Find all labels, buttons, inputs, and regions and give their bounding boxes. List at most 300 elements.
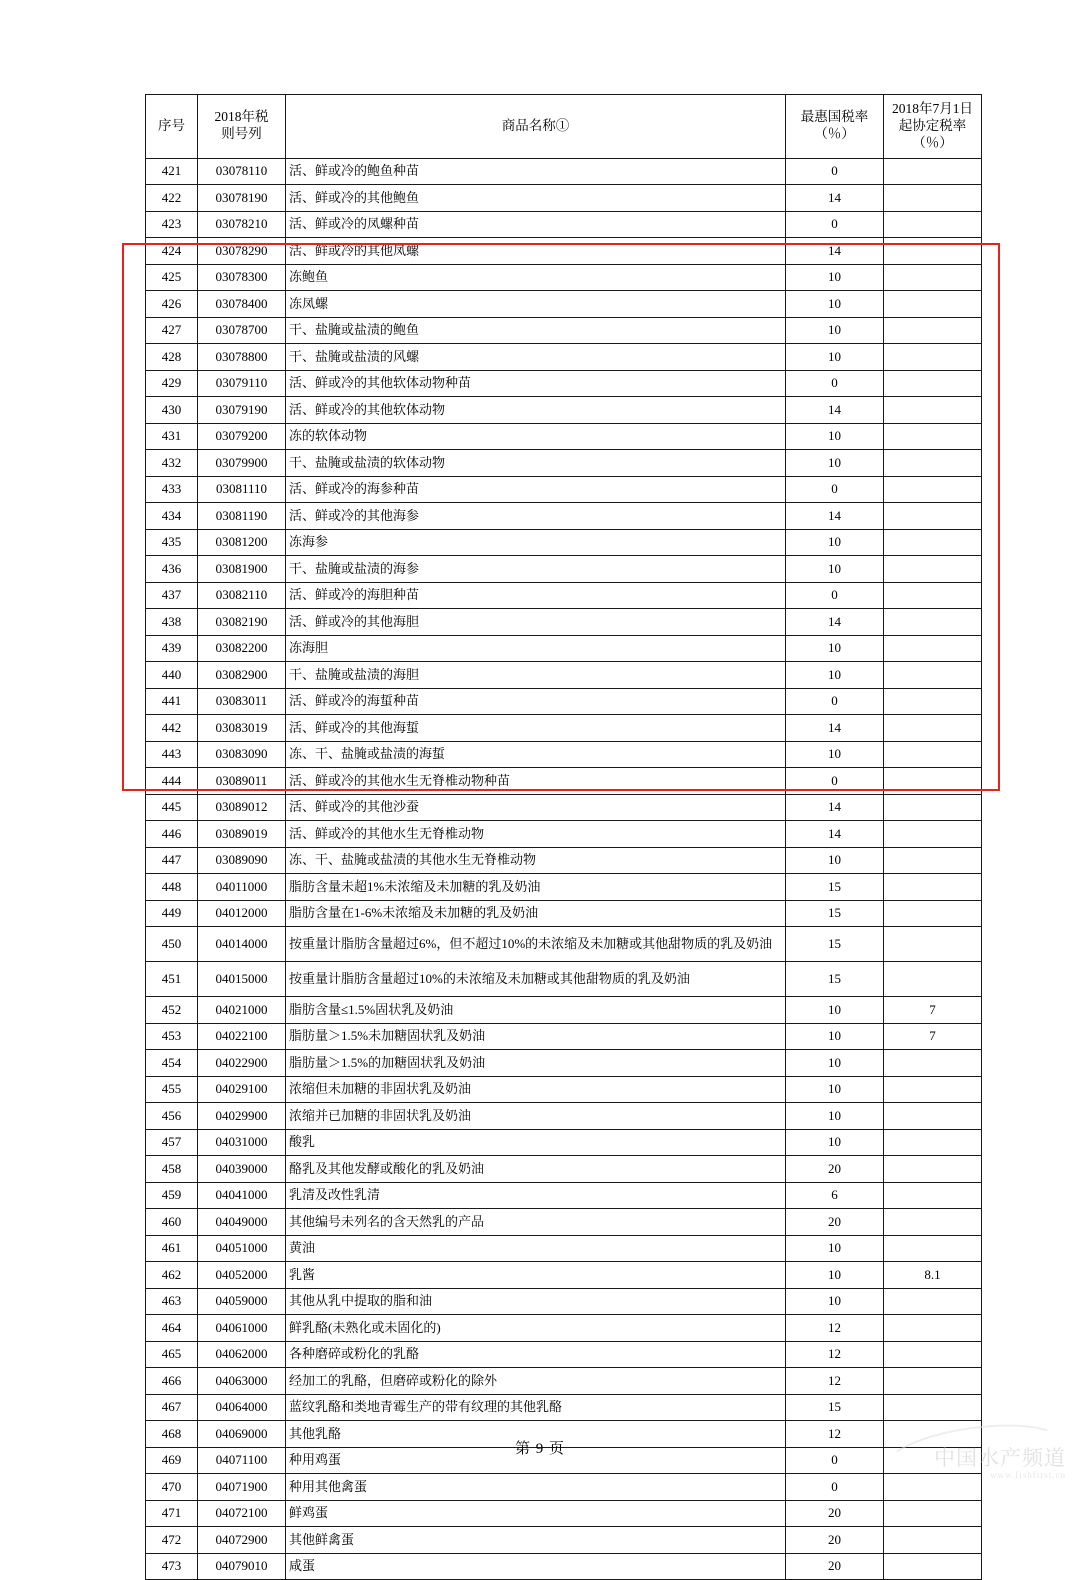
cell-product-name: 活、鲜或冷的其他凤螺	[286, 238, 786, 265]
cell-seq: 444	[146, 768, 198, 795]
cell-tariff-code: 03089090	[198, 847, 286, 874]
cell-product-name: 活、鲜或冷的鲍鱼种苗	[286, 158, 786, 185]
table-row	[146, 503, 982, 530]
cell-seq: 452	[146, 997, 198, 1024]
table-row	[146, 264, 982, 291]
cell-agreement-rate	[884, 1368, 982, 1395]
cell-mfn-rate: 0	[786, 582, 884, 609]
table-row	[146, 1394, 982, 1421]
cell-mfn-rate: 10	[786, 1023, 884, 1050]
cell-tariff-code: 04014000	[198, 927, 286, 962]
cell-seq: 437	[146, 582, 198, 609]
table-row	[146, 874, 982, 901]
watermark	[876, 1447, 1066, 1517]
cell-agreement-rate	[884, 529, 982, 556]
cell-mfn-rate: 10	[786, 662, 884, 689]
cell-tariff-code: 04072100	[198, 1500, 286, 1527]
column-header-code-line1: 2018年税	[214, 109, 269, 125]
cell-agreement-rate	[884, 927, 982, 962]
cell-seq: 473	[146, 1553, 198, 1580]
cell-seq: 461	[146, 1235, 198, 1262]
cell-seq: 422	[146, 185, 198, 212]
cell-tariff-code: 04059000	[198, 1288, 286, 1315]
cell-tariff-code: 04049000	[198, 1209, 286, 1236]
cell-product-name: 鲜乳酪(未熟化或未固化的)	[286, 1315, 786, 1342]
table-row	[146, 715, 982, 742]
cell-product-name: 冻、干、盐腌或盐渍的其他水生无脊椎动物	[286, 847, 786, 874]
cell-mfn-rate: 15	[786, 1394, 884, 1421]
cell-agreement-rate	[884, 1182, 982, 1209]
table-row	[146, 238, 982, 265]
cell-tariff-code: 04015000	[198, 962, 286, 997]
table-row	[146, 635, 982, 662]
cell-agreement-rate	[884, 1156, 982, 1183]
cell-seq: 451	[146, 962, 198, 997]
table-row	[146, 962, 982, 997]
cell-agreement-rate	[884, 370, 982, 397]
cell-agreement-rate	[884, 1394, 982, 1421]
table-row	[146, 821, 982, 848]
cell-seq: 450	[146, 927, 198, 962]
column-header-seq	[146, 95, 198, 159]
cell-mfn-rate: 20	[786, 1500, 884, 1527]
cell-seq: 421	[146, 158, 198, 185]
watermark-main-text: 中国水产频道	[934, 1446, 1066, 1470]
cell-agreement-rate	[884, 874, 982, 901]
table-row	[146, 997, 982, 1024]
cell-mfn-rate: 10	[786, 344, 884, 371]
table-body	[146, 158, 982, 1580]
tariff-table	[145, 94, 982, 1580]
cell-tariff-code: 03082900	[198, 662, 286, 689]
cell-agreement-rate: 7	[884, 1023, 982, 1050]
cell-product-name: 其他编号未列名的含天然乳的产品	[286, 1209, 786, 1236]
cell-tariff-code: 03089011	[198, 768, 286, 795]
column-header-agreement-line3: （％）	[912, 134, 953, 150]
cell-agreement-rate	[884, 741, 982, 768]
cell-tariff-code: 03078290	[198, 238, 286, 265]
cell-seq: 459	[146, 1182, 198, 1209]
cell-tariff-code: 03081110	[198, 476, 286, 503]
cell-agreement-rate	[884, 556, 982, 583]
cell-mfn-rate: 10	[786, 423, 884, 450]
cell-seq: 457	[146, 1129, 198, 1156]
cell-product-name: 活、鲜或冷的其他水生无脊椎动物种苗	[286, 768, 786, 795]
table-row	[146, 1553, 982, 1580]
cell-seq: 464	[146, 1315, 198, 1342]
cell-product-name: 活、鲜或冷的海胆种苗	[286, 582, 786, 609]
cell-product-name: 活、鲜或冷的其他水生无脊椎动物	[286, 821, 786, 848]
table-row	[146, 423, 982, 450]
cell-seq: 454	[146, 1050, 198, 1077]
cell-product-name: 活、鲜或冷的其他海参	[286, 503, 786, 530]
column-header-code	[198, 95, 286, 159]
cell-product-name: 脂肪量＞1.5%的加糖固状乳及奶油	[286, 1050, 786, 1077]
table-row	[146, 1103, 982, 1130]
cell-agreement-rate	[884, 1103, 982, 1130]
cell-agreement-rate	[884, 1341, 982, 1368]
cell-tariff-code: 04029100	[198, 1076, 286, 1103]
cell-product-name: 干、盐腌或盐渍的海胆	[286, 662, 786, 689]
cell-tariff-code: 04012000	[198, 900, 286, 927]
cell-mfn-rate: 0	[786, 1474, 884, 1501]
cell-product-name: 咸蛋	[286, 1553, 786, 1580]
cell-product-name: 活、鲜或冷的凤螺种苗	[286, 211, 786, 238]
cell-tariff-code: 03078110	[198, 158, 286, 185]
cell-mfn-rate: 10	[786, 529, 884, 556]
table-row	[146, 1235, 982, 1262]
cell-product-name: 脂肪含量≤1.5%固状乳及奶油	[286, 997, 786, 1024]
table-row	[146, 768, 982, 795]
table-row	[146, 1315, 982, 1342]
cell-agreement-rate	[884, 397, 982, 424]
cell-seq: 435	[146, 529, 198, 556]
cell-mfn-rate: 15	[786, 900, 884, 927]
cell-tariff-code: 04072900	[198, 1527, 286, 1554]
cell-agreement-rate	[884, 635, 982, 662]
cell-tariff-code: 03082200	[198, 635, 286, 662]
cell-seq: 429	[146, 370, 198, 397]
cell-tariff-code: 03083019	[198, 715, 286, 742]
cell-mfn-rate: 10	[786, 1288, 884, 1315]
cell-product-name: 浓缩但未加糖的非固状乳及奶油	[286, 1076, 786, 1103]
cell-mfn-rate: 10	[786, 556, 884, 583]
cell-seq: 443	[146, 741, 198, 768]
cell-product-name: 冻、干、盐腌或盐渍的海蜇	[286, 741, 786, 768]
cell-mfn-rate: 12	[786, 1368, 884, 1395]
cell-mfn-rate: 6	[786, 1182, 884, 1209]
cell-product-name: 鲜鸡蛋	[286, 1500, 786, 1527]
column-header-agreement-line2: 起协定税率	[898, 117, 967, 133]
cell-product-name: 酸乳	[286, 1129, 786, 1156]
column-header-name	[286, 95, 786, 159]
table-row	[146, 1341, 982, 1368]
cell-agreement-rate	[884, 962, 982, 997]
cell-seq: 447	[146, 847, 198, 874]
cell-mfn-rate: 14	[786, 397, 884, 424]
cell-seq: 439	[146, 635, 198, 662]
cell-seq: 438	[146, 609, 198, 636]
cell-tariff-code: 03082190	[198, 609, 286, 636]
cell-mfn-rate: 15	[786, 962, 884, 997]
cell-seq: 460	[146, 1209, 198, 1236]
cell-product-name: 活、鲜或冷的海参种苗	[286, 476, 786, 503]
cell-tariff-code: 03078400	[198, 291, 286, 318]
cell-product-name: 干、盐腌或盐渍的风螺	[286, 344, 786, 371]
cell-mfn-rate: 20	[786, 1156, 884, 1183]
cell-tariff-code: 04079010	[198, 1553, 286, 1580]
cell-agreement-rate	[884, 344, 982, 371]
table-row	[146, 794, 982, 821]
cell-tariff-code: 04063000	[198, 1368, 286, 1395]
cell-mfn-rate: 12	[786, 1315, 884, 1342]
table-row	[146, 662, 982, 689]
cell-product-name: 干、盐腌或盐渍的鲍鱼	[286, 317, 786, 344]
cell-seq: 467	[146, 1394, 198, 1421]
cell-tariff-code: 04011000	[198, 874, 286, 901]
table-header-row	[146, 95, 982, 159]
cell-mfn-rate: 10	[786, 264, 884, 291]
cell-tariff-code: 04069000	[198, 1421, 286, 1448]
cell-seq: 455	[146, 1076, 198, 1103]
cell-tariff-code: 03078210	[198, 211, 286, 238]
column-header-mfn-line1: 最惠国税率	[800, 109, 869, 125]
table-row	[146, 1023, 982, 1050]
cell-product-name: 脂肪含量未超1%未浓缩及未加糖的乳及奶油	[286, 874, 786, 901]
cell-seq: 458	[146, 1156, 198, 1183]
cell-product-name: 黄油	[286, 1235, 786, 1262]
cell-mfn-rate: 14	[786, 238, 884, 265]
cell-product-name: 冻海参	[286, 529, 786, 556]
cell-tariff-code: 04022100	[198, 1023, 286, 1050]
cell-seq: 425	[146, 264, 198, 291]
table-header	[146, 95, 982, 159]
cell-product-name: 浓缩并已加糖的非固状乳及奶油	[286, 1103, 786, 1130]
table-row	[146, 1527, 982, 1554]
cell-agreement-rate	[884, 1553, 982, 1580]
table-row	[146, 370, 982, 397]
cell-seq: 449	[146, 900, 198, 927]
cell-agreement-rate	[884, 688, 982, 715]
table-row	[146, 158, 982, 185]
cell-agreement-rate	[884, 317, 982, 344]
table-row	[146, 1076, 982, 1103]
cell-agreement-rate	[884, 423, 982, 450]
cell-agreement-rate	[884, 1050, 982, 1077]
cell-tariff-code: 03083090	[198, 741, 286, 768]
cell-seq: 453	[146, 1023, 198, 1050]
column-header-agreement-line1: 2018年7月1日	[892, 101, 973, 116]
cell-product-name: 活、鲜或冷的其他软体动物	[286, 397, 786, 424]
cell-product-name: 冻的软体动物	[286, 423, 786, 450]
cell-agreement-rate: 8.1	[884, 1262, 982, 1289]
cell-seq: 448	[146, 874, 198, 901]
cell-product-name: 其他鲜禽蛋	[286, 1527, 786, 1554]
table-row	[146, 1288, 982, 1315]
cell-mfn-rate: 10	[786, 291, 884, 318]
cell-mfn-rate: 14	[786, 185, 884, 212]
cell-agreement-rate	[884, 1527, 982, 1554]
cell-seq: 427	[146, 317, 198, 344]
cell-product-name: 酪乳及其他发酵或酸化的乳及奶油	[286, 1156, 786, 1183]
cell-mfn-rate: 10	[786, 1262, 884, 1289]
cell-seq: 468	[146, 1421, 198, 1448]
table-row	[146, 900, 982, 927]
cell-agreement-rate	[884, 158, 982, 185]
watermark-sub-text: www.fishfirst.cn	[990, 1470, 1066, 1481]
cell-tariff-code: 03079200	[198, 423, 286, 450]
cell-product-name: 种用其他禽蛋	[286, 1474, 786, 1501]
table-row	[146, 847, 982, 874]
cell-seq: 462	[146, 1262, 198, 1289]
table-row	[146, 211, 982, 238]
cell-agreement-rate	[884, 715, 982, 742]
table-row	[146, 1209, 982, 1236]
cell-mfn-rate: 14	[786, 794, 884, 821]
cell-mfn-rate: 15	[786, 874, 884, 901]
cell-mfn-rate: 14	[786, 821, 884, 848]
cell-mfn-rate: 0	[786, 1447, 884, 1474]
cell-product-name: 活、鲜或冷的其他沙蚕	[286, 794, 786, 821]
cell-tariff-code: 03089012	[198, 794, 286, 821]
cell-tariff-code: 04062000	[198, 1341, 286, 1368]
table-row	[146, 397, 982, 424]
cell-tariff-code: 04031000	[198, 1129, 286, 1156]
cell-mfn-rate: 10	[786, 997, 884, 1024]
cell-product-name: 按重量计脂肪含量超过6%，但不超过10%的未浓缩及未加糖或其他甜物质的乳及奶油	[286, 927, 786, 962]
cell-agreement-rate	[884, 582, 982, 609]
cell-agreement-rate	[884, 238, 982, 265]
cell-agreement-rate	[884, 1315, 982, 1342]
cell-mfn-rate: 0	[786, 370, 884, 397]
cell-product-name: 脂肪含量在1-6%未浓缩及未加糖的乳及奶油	[286, 900, 786, 927]
cell-seq: 433	[146, 476, 198, 503]
cell-seq: 442	[146, 715, 198, 742]
column-header-seq-label: 序号	[158, 117, 185, 133]
cell-tariff-code: 03089019	[198, 821, 286, 848]
cell-agreement-rate	[884, 476, 982, 503]
table-row	[146, 582, 982, 609]
cell-tariff-code: 03082110	[198, 582, 286, 609]
cell-mfn-rate: 14	[786, 503, 884, 530]
cell-seq: 428	[146, 344, 198, 371]
cell-mfn-rate: 10	[786, 635, 884, 662]
table-row	[146, 609, 982, 636]
cell-seq: 423	[146, 211, 198, 238]
cell-agreement-rate	[884, 1076, 982, 1103]
cell-seq: 430	[146, 397, 198, 424]
cell-mfn-rate: 14	[786, 715, 884, 742]
cell-tariff-code: 03083011	[198, 688, 286, 715]
cell-product-name: 按重量计脂肪含量超过10%的未浓缩及未加糖或其他甜物质的乳及奶油	[286, 962, 786, 997]
cell-mfn-rate: 12	[786, 1421, 884, 1448]
cell-seq: 436	[146, 556, 198, 583]
cell-tariff-code: 03078300	[198, 264, 286, 291]
cell-tariff-code: 03081900	[198, 556, 286, 583]
cell-agreement-rate	[884, 900, 982, 927]
cell-agreement-rate	[884, 291, 982, 318]
table-row	[146, 741, 982, 768]
cell-tariff-code: 04061000	[198, 1315, 286, 1342]
cell-tariff-code: 04064000	[198, 1394, 286, 1421]
cell-product-name: 乳清及改性乳清	[286, 1182, 786, 1209]
cell-agreement-rate	[884, 1209, 982, 1236]
cell-tariff-code: 03079900	[198, 450, 286, 477]
table-row	[146, 450, 982, 477]
cell-product-name: 各种磨碎或粉化的乳酪	[286, 1341, 786, 1368]
cell-tariff-code: 03078700	[198, 317, 286, 344]
cell-tariff-code: 04029900	[198, 1103, 286, 1130]
cell-mfn-rate: 20	[786, 1553, 884, 1580]
cell-seq: 466	[146, 1368, 198, 1395]
table-row	[146, 476, 982, 503]
column-header-name-label: 商品名称①	[501, 117, 570, 133]
cell-mfn-rate: 10	[786, 847, 884, 874]
cell-mfn-rate: 0	[786, 688, 884, 715]
cell-seq: 424	[146, 238, 198, 265]
cell-product-name: 冻凤螺	[286, 291, 786, 318]
cell-seq: 441	[146, 688, 198, 715]
cell-product-name: 冻鲍鱼	[286, 264, 786, 291]
cell-seq: 426	[146, 291, 198, 318]
table-row	[146, 1474, 982, 1501]
cell-seq: 445	[146, 794, 198, 821]
cell-tariff-code: 04052000	[198, 1262, 286, 1289]
cell-seq: 432	[146, 450, 198, 477]
cell-product-name: 蓝纹乳酪和类地青霉生产的带有纹理的其他乳酪	[286, 1394, 786, 1421]
cell-seq: 470	[146, 1474, 198, 1501]
cell-mfn-rate: 10	[786, 1103, 884, 1130]
page-footer: 第 9 页	[514, 1441, 565, 1457]
cell-tariff-code: 04041000	[198, 1182, 286, 1209]
cell-mfn-rate: 14	[786, 609, 884, 636]
cell-mfn-rate: 20	[786, 1527, 884, 1554]
cell-seq: 434	[146, 503, 198, 530]
cell-seq: 463	[146, 1288, 198, 1315]
cell-tariff-code: 04022900	[198, 1050, 286, 1077]
table-row	[146, 1050, 982, 1077]
cell-product-name: 乳酱	[286, 1262, 786, 1289]
cell-product-name: 干、盐腌或盐渍的海参	[286, 556, 786, 583]
table-row	[146, 1262, 982, 1289]
cell-product-name: 活、鲜或冷的其他海蜇	[286, 715, 786, 742]
cell-mfn-rate: 10	[786, 317, 884, 344]
table-row	[146, 529, 982, 556]
cell-agreement-rate	[884, 794, 982, 821]
cell-seq: 465	[146, 1341, 198, 1368]
cell-mfn-rate: 10	[786, 741, 884, 768]
table-row	[146, 185, 982, 212]
cell-agreement-rate	[884, 211, 982, 238]
cell-product-name: 活、鲜或冷的其他海胆	[286, 609, 786, 636]
cell-product-name: 种用鸡蛋	[286, 1447, 786, 1474]
column-header-code-line2: 则号列	[221, 126, 262, 142]
cell-tariff-code: 04071900	[198, 1474, 286, 1501]
cell-mfn-rate: 10	[786, 1050, 884, 1077]
table-row	[146, 1368, 982, 1395]
cell-agreement-rate	[884, 185, 982, 212]
column-header-mfn-line2: （％）	[814, 126, 855, 142]
cell-tariff-code: 03079190	[198, 397, 286, 424]
cell-tariff-code: 04021000	[198, 997, 286, 1024]
cell-mfn-rate: 15	[786, 927, 884, 962]
cell-agreement-rate	[884, 450, 982, 477]
cell-mfn-rate: 10	[786, 1235, 884, 1262]
cell-tariff-code: 03079110	[198, 370, 286, 397]
cell-seq: 472	[146, 1527, 198, 1554]
table-row	[146, 1156, 982, 1183]
cell-mfn-rate: 0	[786, 476, 884, 503]
table-row	[146, 1182, 982, 1209]
cell-mfn-rate: 10	[786, 1076, 884, 1103]
cell-tariff-code: 04051000	[198, 1235, 286, 1262]
cell-mfn-rate: 12	[786, 1341, 884, 1368]
cell-agreement-rate	[884, 503, 982, 530]
table-row	[146, 556, 982, 583]
cell-seq: 440	[146, 662, 198, 689]
cell-tariff-code: 03078190	[198, 185, 286, 212]
cell-agreement-rate	[884, 1235, 982, 1262]
cell-seq: 469	[146, 1447, 198, 1474]
cell-seq: 446	[146, 821, 198, 848]
table-row	[146, 1500, 982, 1527]
cell-agreement-rate	[884, 847, 982, 874]
table-row	[146, 1129, 982, 1156]
column-header-agreement	[884, 95, 982, 159]
cell-mfn-rate: 0	[786, 768, 884, 795]
cell-tariff-code: 04071100	[198, 1447, 286, 1474]
cell-product-name: 活、鲜或冷的海蜇种苗	[286, 688, 786, 715]
